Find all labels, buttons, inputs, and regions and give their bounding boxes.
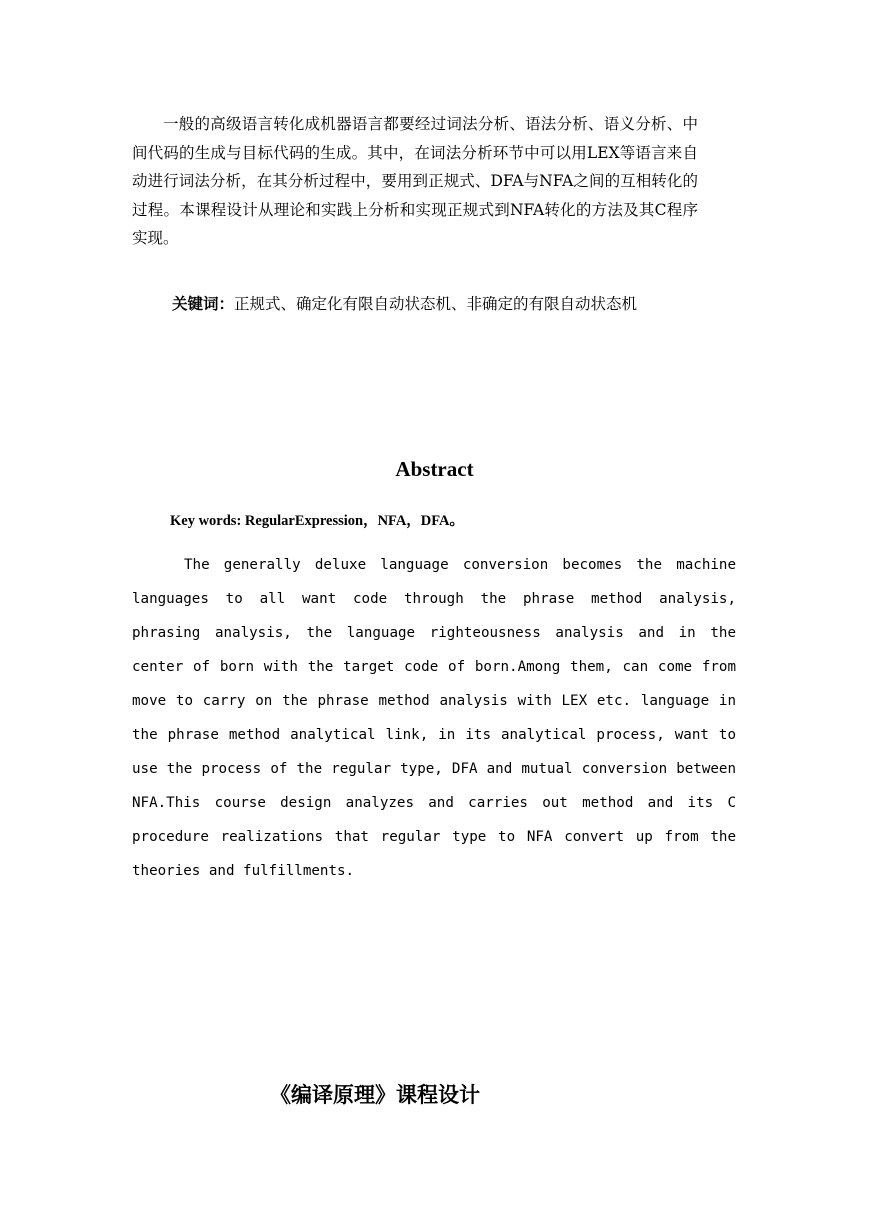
english-keywords-line: Key words: RegularExpression，NFA，DFA。 <box>170 513 465 529</box>
chinese-keywords-line <box>172 290 712 318</box>
chinese-abstract-paragraph: 一般的高级语言转化成机器语言都要经过词法分析、语法分析、语义分析、中间代码的生成与目标代码的生成。其中，在词法分析环节中可以用LEX等语言来自动进行词法分析，在其分析过程中，要用到正规式、DFA与NFA之间的互相转化的过程。本课程设计从理论和实践上分析和实现正规式到NFA转化的方法及其C程序实现。 <box>132 115 698 247</box>
english-abstract-paragraph: The generally deluxe language conversion becomes the machine languages to all want code through the phrase method analysis, phrasing analysis, the language righteousness analysis and in the center of born with the target code of born.Among them, can come from move to carry on the phrase method analysis with LEX etc. language in the phrase method analytical link, in its analytical process, want to use the process of the regular type, DFA and mutual conversion between NFA.This course design analyzes and carries out method and its C procedure realizations that regular type to NFA convert up from the theories and fulfillments. <box>132 557 736 879</box>
course-design-title: 《编译原理》课程设计 <box>270 1083 480 1107</box>
chinese-keywords-text: 正规式、确定化有限自动状态机、非确定的有限自动状态机 <box>234 295 638 313</box>
chinese-keywords-label: 关键词： <box>172 295 235 313</box>
abstract-heading: Abstract <box>395 457 474 481</box>
